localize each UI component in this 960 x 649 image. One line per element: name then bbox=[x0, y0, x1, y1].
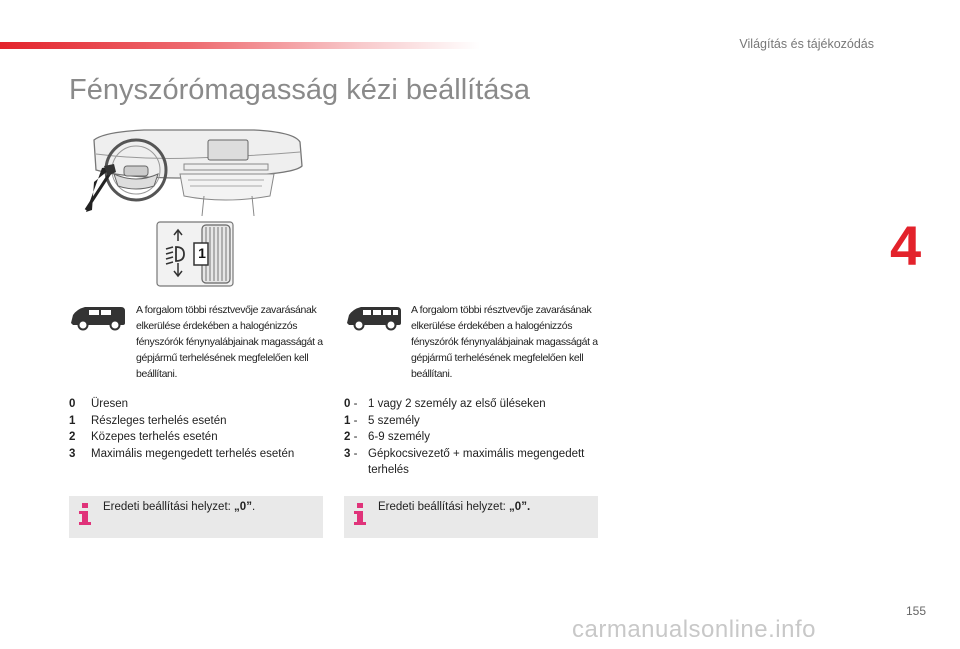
info-text: Eredeti beállítási helyzet: „0”. bbox=[103, 501, 256, 513]
info-icon bbox=[79, 503, 91, 525]
left-load-note: A forgalom többi résztvevője zavarásának elkerülése érdekében a halogénizzós fényszórók fénynyalábjainak magasságát a gépjármű terhelésének megfelelően kell beállítani. bbox=[136, 304, 323, 380]
right-info-box bbox=[344, 496, 598, 538]
left-info-box bbox=[69, 496, 323, 538]
page-number: 155 bbox=[906, 604, 927, 618]
header-red-bar bbox=[0, 42, 480, 49]
van-icon bbox=[69, 305, 127, 331]
list-item: 3 - Gépkocsivezető + maximális megengedett terhelés bbox=[344, 447, 585, 476]
list-item: 2 Közepes terhelés esetén bbox=[69, 431, 218, 443]
list-item: 0 Üresen bbox=[69, 398, 129, 410]
right-load-list bbox=[344, 396, 600, 479]
list-item: 1 Részleges terhelés esetén bbox=[69, 414, 227, 427]
knob-position-label: 1 bbox=[198, 245, 206, 261]
dashboard-illustration bbox=[84, 126, 306, 218]
info-text: Eredeti beállítási helyzet: „0”. bbox=[378, 501, 531, 513]
list-item: 1 - 5 személy bbox=[344, 414, 420, 427]
list-item: 0 - 1 vagy 2 személy az első üléseken bbox=[344, 398, 546, 410]
list-item: 3 Maximális megengedett terhelés esetén bbox=[69, 447, 295, 460]
left-load-list bbox=[69, 396, 329, 462]
section-title: Világítás és tájékozódás bbox=[739, 37, 874, 51]
minibus-icon bbox=[345, 305, 403, 331]
list-item: 2 - 6-9 személy bbox=[344, 431, 430, 443]
watermark: carmanualsonline.info bbox=[572, 616, 816, 643]
right-load-note: A forgalom többi résztvevője zavarásának elkerülése érdekében a halogénizzós fényszórók fénynyalábjainak magasságát a gépjármű terhelésének megfelelően kell beállítani. bbox=[411, 304, 598, 380]
info-icon bbox=[354, 503, 366, 525]
page-title: Fényszórómagasság kézi beállítása bbox=[69, 74, 531, 106]
chapter-number: 4 bbox=[890, 214, 922, 277]
